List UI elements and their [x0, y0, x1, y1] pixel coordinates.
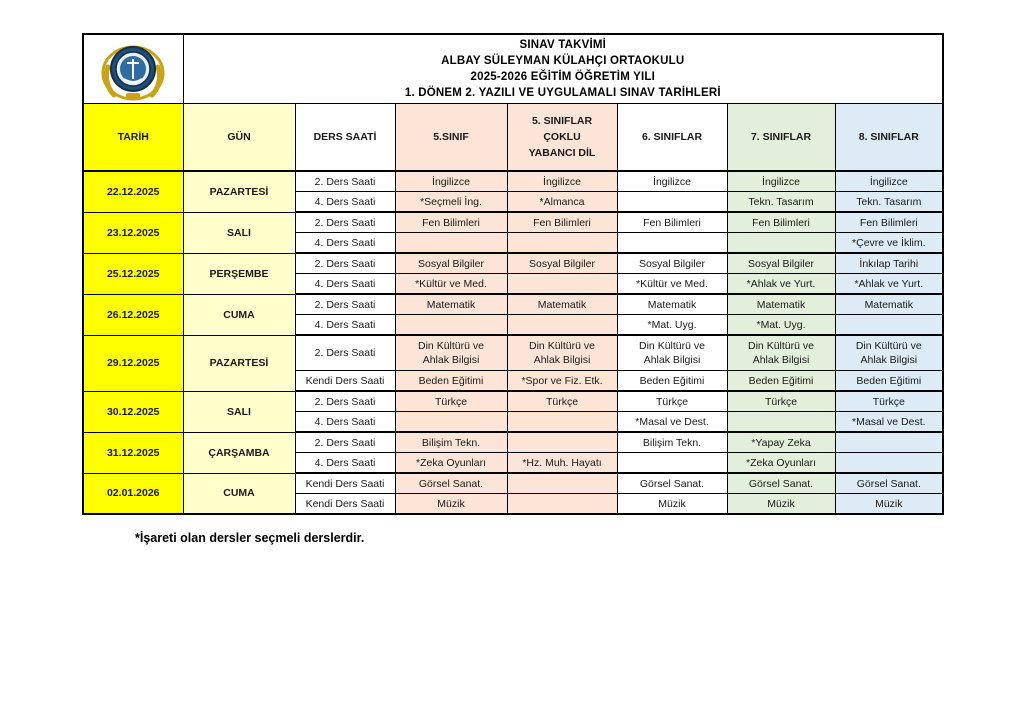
cell-grade5-multilang: Matematik — [507, 294, 617, 315]
cell-grade5 — [395, 335, 507, 371]
cell-grade6: *Kültür ve Med. — [617, 274, 727, 295]
cell-day: CUMA — [183, 473, 295, 514]
cell-grade6: Türkçe — [617, 391, 727, 412]
table-row — [83, 391, 943, 412]
cell-period: 2. Ders Saati — [295, 391, 395, 412]
cell-period: Kendi Ders Saati — [295, 473, 395, 494]
cell-period: 2. Ders Saati — [295, 432, 395, 453]
cell-grade8 — [835, 453, 943, 474]
header-tarih: TARİH — [83, 104, 183, 172]
cell-grade7: Sosyal Bilgiler — [727, 253, 835, 274]
cell-grade8: Matematik — [835, 294, 943, 315]
cell-grade7: *Yapay Zeka — [727, 432, 835, 453]
cell-period: Kendi Ders Saati — [295, 494, 395, 515]
cell-grade7: *Ahlak ve Yurt. — [727, 274, 835, 295]
document-title-block — [183, 34, 943, 104]
cell-grade7: Türkçe — [727, 391, 835, 412]
table-row — [83, 335, 943, 371]
cell-grade7: Matematik — [727, 294, 835, 315]
cell-grade7: Fen Bilimleri — [727, 212, 835, 233]
cell-day: PERŞEMBE — [183, 253, 295, 294]
cell-date: 23.12.2025 — [83, 212, 183, 253]
cell-day: CUMA — [183, 294, 295, 335]
cell-grade6: Sosyal Bilgiler — [617, 253, 727, 274]
header-grade5-multilang — [507, 104, 617, 172]
cell-grade6 — [617, 233, 727, 254]
cell-grade5 — [395, 315, 507, 336]
cell-grade5: Türkçe — [395, 391, 507, 412]
cell-grade7: *Mat. Uyg. — [727, 315, 835, 336]
cell-grade7 — [727, 335, 835, 371]
exam-schedule-sheet — [82, 33, 942, 515]
cell-grade6: Beden Eğitimi — [617, 371, 727, 392]
cell-grade8 — [835, 315, 943, 336]
cell-grade8: Görsel Sanat. — [835, 473, 943, 494]
cell-grade6 — [617, 192, 727, 213]
cell-day: SALI — [183, 391, 295, 432]
cell-grade7: Tekn. Tasarım — [727, 192, 835, 213]
cell-period: 4. Ders Saati — [295, 315, 395, 336]
school-crest-logo-cell — [83, 34, 183, 104]
footnote-text: *İşareti olan dersler seçmeli derslerdir. — [135, 531, 365, 545]
header-grade6: 6. SINIFLAR — [617, 104, 727, 172]
cell-text-line: Din Kültürü ve — [529, 340, 595, 352]
title-line-4: 1. DÖNEM 2. YAZILI VE UYGULAMALI SINAV TARİHLERİ — [404, 87, 721, 99]
cell-grade7: Görsel Sanat. — [727, 473, 835, 494]
table-row — [83, 171, 943, 192]
cell-grade5-multilang: İngilizce — [507, 171, 617, 192]
cell-day: PAZARTESİ — [183, 335, 295, 391]
cell-period: 4. Ders Saati — [295, 412, 395, 433]
cell-grade8 — [835, 432, 943, 453]
cell-grade5-multilang — [507, 274, 617, 295]
cell-text-line: Din Kültürü ve — [639, 340, 705, 352]
cell-grade5-multilang: Fen Bilimleri — [507, 212, 617, 233]
cell-date: 22.12.2025 — [83, 171, 183, 212]
cell-grade5-multilang — [507, 335, 617, 371]
cell-grade6: İngilizce — [617, 171, 727, 192]
cell-text-line: Ahlak Bilgisi — [533, 354, 591, 366]
cell-grade5-multilang — [507, 412, 617, 433]
school-crest-icon — [100, 37, 166, 103]
header-grade5-multilang-line-2: ÇOKLU — [543, 131, 581, 143]
cell-day: SALI — [183, 212, 295, 253]
cell-grade5: İngilizce — [395, 171, 507, 192]
cell-grade8: Beden Eğitimi — [835, 371, 943, 392]
cell-grade6: *Masal ve Dest. — [617, 412, 727, 433]
cell-grade5: Matematik — [395, 294, 507, 315]
cell-grade6: Fen Bilimleri — [617, 212, 727, 233]
cell-grade5 — [395, 233, 507, 254]
cell-grade5 — [395, 412, 507, 433]
cell-grade5: *Zeka Oyunları — [395, 453, 507, 474]
cell-period: 2. Ders Saati — [295, 253, 395, 274]
cell-grade6: *Mat. Uyg. — [617, 315, 727, 336]
cell-grade5-multilang — [507, 315, 617, 336]
cell-grade7: Beden Eğitimi — [727, 371, 835, 392]
cell-grade6: Müzik — [617, 494, 727, 515]
table-row — [83, 473, 943, 494]
table-header-row — [83, 104, 943, 172]
exam-schedule-table — [82, 33, 944, 515]
cell-grade5: *Kültür ve Med. — [395, 274, 507, 295]
cell-text-line: Ahlak Bilgisi — [643, 354, 701, 366]
header-grade5-multilang-line-1: 5. SINIFLAR — [531, 115, 593, 127]
cell-grade6: Bilişim Tekn. — [617, 432, 727, 453]
cell-grade8: Fen Bilimleri — [835, 212, 943, 233]
cell-grade8: Müzik — [835, 494, 943, 515]
cell-grade5-multilang — [507, 494, 617, 515]
cell-grade8: Türkçe — [835, 391, 943, 412]
cell-grade5: Bilişim Tekn. — [395, 432, 507, 453]
cell-date: 29.12.2025 — [83, 335, 183, 391]
cell-grade6 — [617, 453, 727, 474]
header-gun: GÜN — [183, 104, 295, 172]
cell-grade5: Müzik — [395, 494, 507, 515]
header-grade5-multilang-line-3: YABANCI DİL — [528, 147, 596, 159]
cell-grade6 — [617, 335, 727, 371]
header-grade5: 5.SINIF — [395, 104, 507, 172]
cell-period: 4. Ders Saati — [295, 274, 395, 295]
cell-grade5-multilang — [507, 432, 617, 453]
cell-period: 2. Ders Saati — [295, 212, 395, 233]
cell-grade8: İnkılap Tarihi — [835, 253, 943, 274]
cell-grade5-multilang: *Almanca — [507, 192, 617, 213]
cell-grade5-multilang: Sosyal Bilgiler — [507, 253, 617, 274]
cell-grade8 — [835, 335, 943, 371]
header-ders-saati: DERS SAATİ — [295, 104, 395, 172]
cell-date: 02.01.2026 — [83, 473, 183, 514]
cell-date: 26.12.2025 — [83, 294, 183, 335]
cell-period: 2. Ders Saati — [295, 335, 395, 371]
cell-period: 4. Ders Saati — [295, 453, 395, 474]
cell-period: 4. Ders Saati — [295, 192, 395, 213]
cell-date: 31.12.2025 — [83, 432, 183, 473]
cell-period: 2. Ders Saati — [295, 171, 395, 192]
cell-grade8: *Ahlak ve Yurt. — [835, 274, 943, 295]
cell-date: 30.12.2025 — [83, 391, 183, 432]
cell-text-line: Din Kültürü ve — [748, 340, 814, 352]
header-grade7: 7. SINIFLAR — [727, 104, 835, 172]
cell-text-line: Ahlak Bilgisi — [860, 354, 918, 366]
table-row — [83, 253, 943, 274]
cell-text-line: Ahlak Bilgisi — [752, 354, 810, 366]
cell-grade5: *Seçmeli İng. — [395, 192, 507, 213]
cell-grade5: Beden Eğitimi — [395, 371, 507, 392]
cell-grade6: Matematik — [617, 294, 727, 315]
title-line-3: 2025-2026 EĞİTİM ÖĞRETİM YILI — [470, 71, 656, 83]
cell-period: 4. Ders Saati — [295, 233, 395, 254]
title-line-2: ALBAY SÜLEYMAN KÜLAHÇI ORTAOKULU — [441, 55, 685, 67]
cell-grade7: İngilizce — [727, 171, 835, 192]
cell-grade7 — [727, 233, 835, 254]
cell-grade7: *Zeka Oyunları — [727, 453, 835, 474]
cell-grade7 — [727, 412, 835, 433]
cell-date: 25.12.2025 — [83, 253, 183, 294]
table-row — [83, 294, 943, 315]
cell-day: PAZARTESİ — [183, 171, 295, 212]
cell-period: 2. Ders Saati — [295, 294, 395, 315]
title-row — [83, 34, 943, 104]
cell-grade5: Fen Bilimleri — [395, 212, 507, 233]
cell-text-line: Din Kültürü ve — [855, 340, 922, 352]
cell-grade5-multilang: *Spor ve Fiz. Etk. — [507, 371, 617, 392]
cell-grade8: *Çevre ve İklim. — [835, 233, 943, 254]
cell-grade5-multilang — [507, 473, 617, 494]
cell-grade5: Görsel Sanat. — [395, 473, 507, 494]
cell-grade5-multilang: *Hz. Muh. Hayatı — [507, 453, 617, 474]
cell-grade5-multilang — [507, 233, 617, 254]
cell-grade8: İngilizce — [835, 171, 943, 192]
cell-day: ÇARŞAMBA — [183, 432, 295, 473]
cell-text-line: Ahlak Bilgisi — [422, 354, 480, 366]
cell-grade5: Sosyal Bilgiler — [395, 253, 507, 274]
cell-grade8: *Masal ve Dest. — [835, 412, 943, 433]
cell-grade6: Görsel Sanat. — [617, 473, 727, 494]
cell-grade5-multilang: Türkçe — [507, 391, 617, 412]
cell-period: Kendi Ders Saati — [295, 371, 395, 392]
table-row — [83, 212, 943, 233]
header-grade8: 8. SINIFLAR — [835, 104, 943, 172]
table-row — [83, 432, 943, 453]
cell-grade7: Müzik — [727, 494, 835, 515]
cell-text-line: Din Kültürü ve — [418, 340, 484, 352]
cell-grade8: Tekn. Tasarım — [835, 192, 943, 213]
title-line-1: SINAV TAKVİMİ — [519, 39, 607, 51]
